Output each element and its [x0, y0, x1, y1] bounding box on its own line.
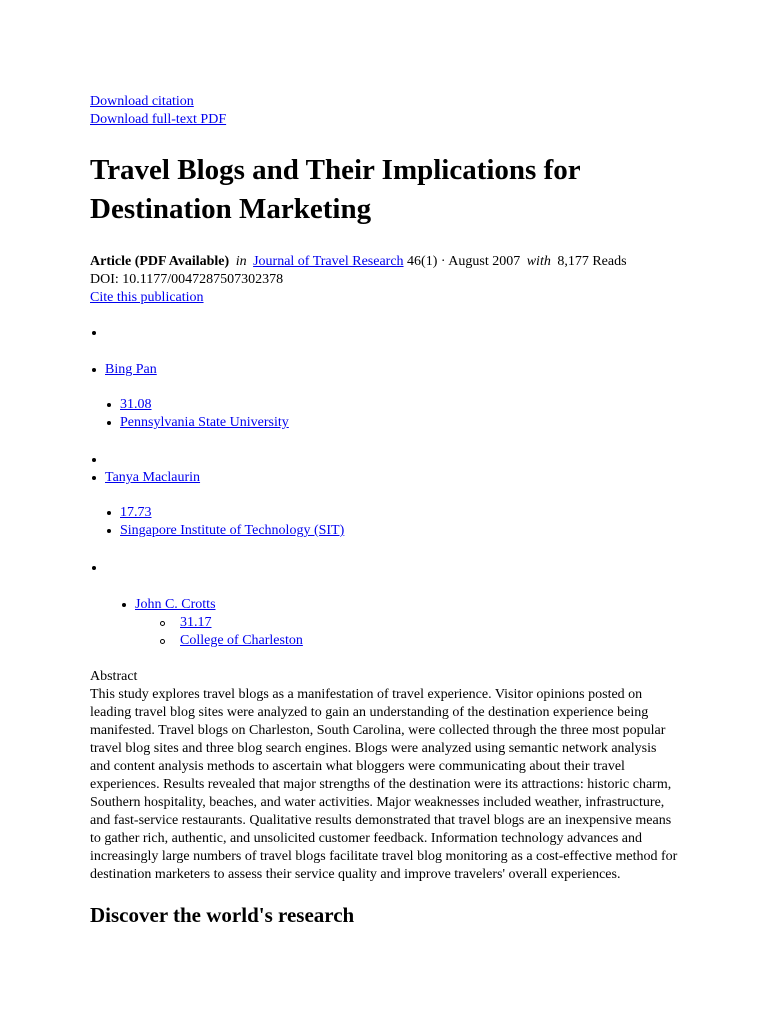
author-name-link[interactable]: Tanya Maclaurin	[105, 470, 201, 485]
author-score-link[interactable]: 31.17	[180, 615, 212, 630]
abstract-text: This study explores travel blogs as a manifestation of travel experience. Visitor opinions posted on leading travel blog sites were analyzed to gain an understanding of the destination experience being manifested. Travel blogs on Charleston, South Carolina, were collected through the three most popular travel blog sites and three blog search engines. Blogs were analyzed using semantic network analysis and content analysis methods to ascertain what bloggers were communicating about their travel experiences. Results revealed that major strengths of the destination were its attractions: historic charm, Southern hospitality, beaches, and water activities. Major weaknesses included weather, infrastructure, and fast-service restaurants. Qualitative results demonstrated that travel blogs are an inexpensive means to gather rich, authentic, and unsolicited customer feedback. Information technology advances and increasingly large numbers of travel blogs facilitate travel blog monitoring as a cost-effective method for destination marketers to assess their service quality and improve travelers' overall experiences.	[90, 687, 678, 882]
author-details	[105, 396, 680, 432]
abstract-label: Abstract	[90, 669, 138, 684]
author-details	[135, 614, 680, 650]
article-title: Travel Blogs and Their Implications for Destination Marketing	[90, 154, 581, 225]
author-name-link[interactable]: John C. Crotts	[135, 597, 216, 612]
meta-in-label: in	[235, 254, 247, 269]
author-score-link[interactable]: 31.08	[120, 397, 152, 412]
journal-link[interactable]: Journal of Travel Research	[253, 254, 404, 269]
doi: DOI: 10.1177/0047287507302378	[90, 272, 284, 287]
author-score-item	[180, 614, 680, 632]
download-links	[90, 93, 680, 129]
author-affiliation-item	[120, 414, 680, 432]
author-score-link[interactable]: 17.73	[120, 505, 152, 520]
author-name-link[interactable]: Bing Pan	[105, 362, 157, 377]
author-list-continued	[90, 596, 680, 650]
article-type: Article (PDF Available)	[90, 254, 230, 269]
author-affiliation-item	[120, 522, 680, 540]
article-meta	[90, 253, 680, 307]
author-affiliation-item	[180, 632, 680, 650]
author-affiliation-link[interactable]: Pennsylvania State University	[120, 415, 289, 430]
author-details	[105, 504, 680, 540]
author-affiliation-link[interactable]: Singapore Institute of Technology (SIT)	[120, 523, 345, 538]
reads-count: 8,177 Reads	[557, 254, 627, 269]
meta-with-label: with	[526, 254, 551, 269]
author-item	[135, 596, 680, 650]
download-citation-link[interactable]: Download citation	[90, 94, 194, 109]
download-pdf-link[interactable]: Download full-text PDF	[90, 112, 227, 127]
author-score-item	[120, 396, 680, 414]
meta-line	[90, 253, 680, 271]
author-affiliation-link[interactable]: College of Charleston	[180, 633, 303, 648]
author-avatar-item	[105, 559, 680, 577]
author-score-item	[120, 504, 680, 522]
discover-heading: Discover the world's research	[90, 903, 355, 927]
author-avatar-item	[105, 451, 680, 469]
cite-publication-link[interactable]: Cite this publication	[90, 290, 204, 305]
author-list	[90, 324, 680, 577]
author-avatar-item	[105, 324, 680, 342]
author-item	[105, 361, 680, 432]
article-page	[90, 93, 680, 928]
author-item	[105, 469, 680, 540]
issue-date: 46(1) · August 2007	[407, 254, 521, 269]
